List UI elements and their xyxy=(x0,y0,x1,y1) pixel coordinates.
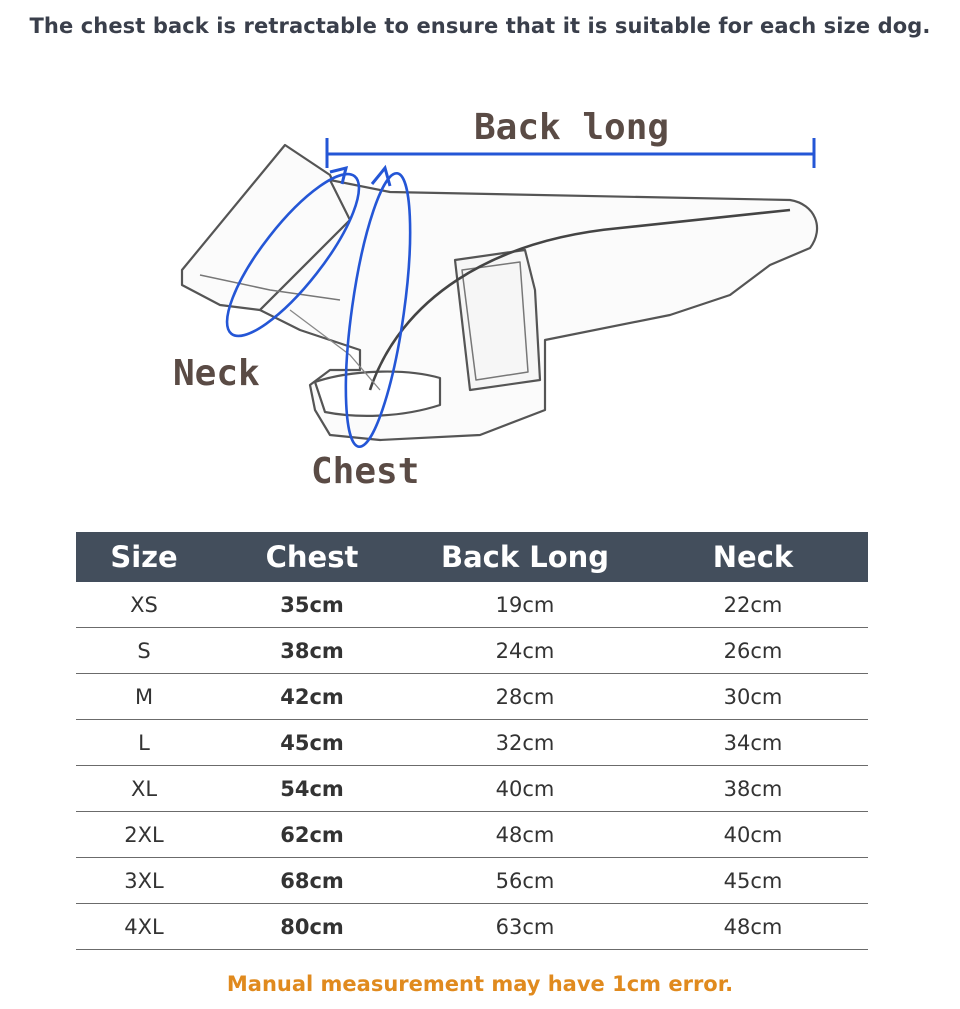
cell-size: S xyxy=(76,628,212,674)
cell-neck: 45cm xyxy=(638,858,868,904)
cell-neck: 48cm xyxy=(638,904,868,950)
header-neck: Neck xyxy=(638,532,868,582)
cell-back-long: 48cm xyxy=(412,812,638,858)
cell-back-long: 19cm xyxy=(412,582,638,628)
cell-size: XL xyxy=(76,766,212,812)
table-row xyxy=(76,858,868,904)
cell-neck: 38cm xyxy=(638,766,868,812)
cell-back-long: 32cm xyxy=(412,720,638,766)
table-row xyxy=(76,582,868,628)
cell-back-long: 56cm xyxy=(412,858,638,904)
neck-label: Neck xyxy=(173,353,260,394)
back-long-label: Back long xyxy=(474,107,670,148)
table-row xyxy=(76,720,868,766)
cell-back-long: 28cm xyxy=(412,674,638,720)
chest-label: Chest xyxy=(311,451,420,492)
cell-back-long: 63cm xyxy=(412,904,638,950)
cell-chest: 62cm xyxy=(212,812,412,858)
cell-chest: 38cm xyxy=(212,628,412,674)
cell-size: XS xyxy=(76,582,212,628)
table-row xyxy=(76,766,868,812)
header-back-long: Back Long xyxy=(412,532,638,582)
cell-chest: 68cm xyxy=(212,858,412,904)
cell-neck: 40cm xyxy=(638,812,868,858)
cell-size: 2XL xyxy=(76,812,212,858)
cell-size: M xyxy=(76,674,212,720)
table-row xyxy=(76,904,868,950)
header-size: Size xyxy=(76,532,212,582)
table-row xyxy=(76,674,868,720)
cell-chest: 45cm xyxy=(212,720,412,766)
table-header-row xyxy=(76,532,868,582)
cell-neck: 22cm xyxy=(638,582,868,628)
table-row xyxy=(76,628,868,674)
dog-coat-illustration xyxy=(150,100,850,510)
cell-neck: 26cm xyxy=(638,628,868,674)
measurement-error-note: Manual measurement may have 1cm error. xyxy=(226,972,734,996)
cell-size: 3XL xyxy=(76,858,212,904)
cell-back-long: 24cm xyxy=(412,628,638,674)
cell-neck: 34cm xyxy=(638,720,868,766)
cell-chest: 35cm xyxy=(212,582,412,628)
table-row xyxy=(76,812,868,858)
size-chart-table xyxy=(76,532,868,950)
cell-back-long: 40cm xyxy=(412,766,638,812)
header-chest: Chest xyxy=(212,532,412,582)
cell-chest: 54cm xyxy=(212,766,412,812)
cell-neck: 30cm xyxy=(638,674,868,720)
coat-sketch xyxy=(182,145,817,440)
dog-coat-diagram xyxy=(150,100,850,510)
cell-chest: 80cm xyxy=(212,904,412,950)
cell-size: L xyxy=(76,720,212,766)
cell-chest: 42cm xyxy=(212,674,412,720)
page-headline: The chest back is retractable to ensure that it is suitable for each size dog. xyxy=(29,14,931,38)
cell-size: 4XL xyxy=(76,904,212,950)
